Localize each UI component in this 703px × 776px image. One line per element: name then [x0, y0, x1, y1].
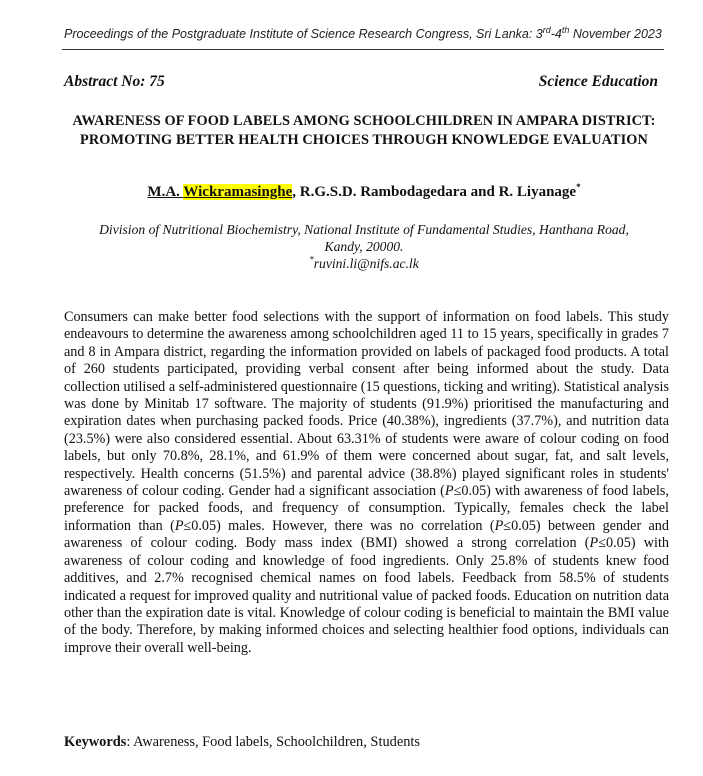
first-author-surname: Wickramasinghe	[183, 184, 293, 200]
email-line	[64, 255, 664, 272]
abstract-text: Consumers can make better food selections with the support of information on food labels. This study endeavours to determine the awareness among schoolchildren aged 11 to 15 years, specifically in grades 7 and 8 in Ampara district, regarding the information provided on labels of packaged food products. A total of 260 students participated, providing verbal consent after being informed about the study. Data collection utilised a self-administered questionnaire (15 questions, ticking and writing). Statistical analysis was done by Minitab 17 software. The majority of students (91.9%) prioritised the manufacturing and expiration dates when purchasing packed foods. Price (40.38%), ingredients (37.7%), and nutrition data (23.5%) were also considered essential. About 63.31% of students were aware of colour coding on food labels, but only 70.8%, 28.1%, and 61.9% of them were concerned about sugar, fat, and salt levels, respectively. Health concerns (51.5%) and parental advice (38.8%) played significant roles in students' awareness of colour coding. Gender had a significant association (	[64, 309, 669, 500]
affiliation-line-1: Division of Nutritional Biochemistry, National Institute of Fundamental Studies, Hanthana Road,	[99, 222, 629, 237]
header-sup-th: th	[561, 24, 570, 35]
proceedings-header	[64, 24, 664, 41]
abstract-text: ≤0.05) between gender and awareness of colour coding. Body mass index (BMI) showed a strong correlation (	[64, 517, 669, 552]
p-value-symbol: P	[494, 517, 504, 534]
keywords-label: Keywords	[64, 734, 127, 750]
header-text-dash: -4	[550, 27, 562, 41]
paper-title: AWARENESS OF FOOD LABELS AMONG SCHOOLCHILDREN IN AMPARA DISTRICT: PROMOTING BETTER HEALTH CHOICES THROUGH KNOWLEDGE EVALUATION	[72, 113, 656, 148]
affiliation	[64, 221, 664, 272]
abstract-text: ≤0.05) with awareness of colour coding and knowledge of food ingredients. Only 25.8% of students knew food additives, and 2.7% recognised chemical names on food labels. Feedback from 58.5% of students indicated a request for improved quality and nutritional value of packed foods. Education on nutrition data other than the expiration date is vital. Knowledge of colour coding is beneficial to maintain the BMI value of the body. Therefore, by making informed choices and selecting healthier food options, individuals can improve their overall well-being.	[64, 535, 670, 656]
abstract-number: Abstract No: 75	[64, 73, 165, 90]
corresponding-mark: *	[576, 182, 581, 192]
abstract-body	[64, 309, 669, 657]
abstract-category: Science Education	[538, 73, 658, 90]
header-sup-rd: rd	[542, 24, 551, 35]
co-authors: , R.G.S.D. Rambodagedara and R. Liyanage	[292, 184, 577, 200]
header-date: November 2023	[569, 27, 662, 41]
abstract-text: ≤0.05) males. However, there was no correlation (	[183, 517, 495, 534]
email-address: ruvini.li@nifs.ac.lk	[313, 256, 419, 271]
header-divider	[62, 49, 664, 50]
first-author	[147, 184, 292, 200]
p-value-symbol: P	[444, 483, 454, 500]
keywords	[64, 734, 420, 751]
p-value-symbol: P	[589, 535, 599, 552]
first-author-initials: M.A.	[147, 184, 184, 200]
p-value-symbol: P	[174, 517, 184, 534]
keywords-list: : Awareness, Food labels, Schoolchildren, Students	[126, 734, 421, 750]
email-mark: *	[309, 254, 314, 265]
abstract-text: ≤0.05) with awareness of food labels, preference for packed foods, and frequency of consumption. Typically, females check the label information than (	[64, 483, 669, 534]
author-list	[64, 184, 664, 201]
header-text: Proceedings of the Postgraduate Institute of Science Research Congress, Sri Lanka: 3	[64, 27, 543, 41]
affiliation-line-2: Kandy, 20000.	[324, 239, 404, 254]
